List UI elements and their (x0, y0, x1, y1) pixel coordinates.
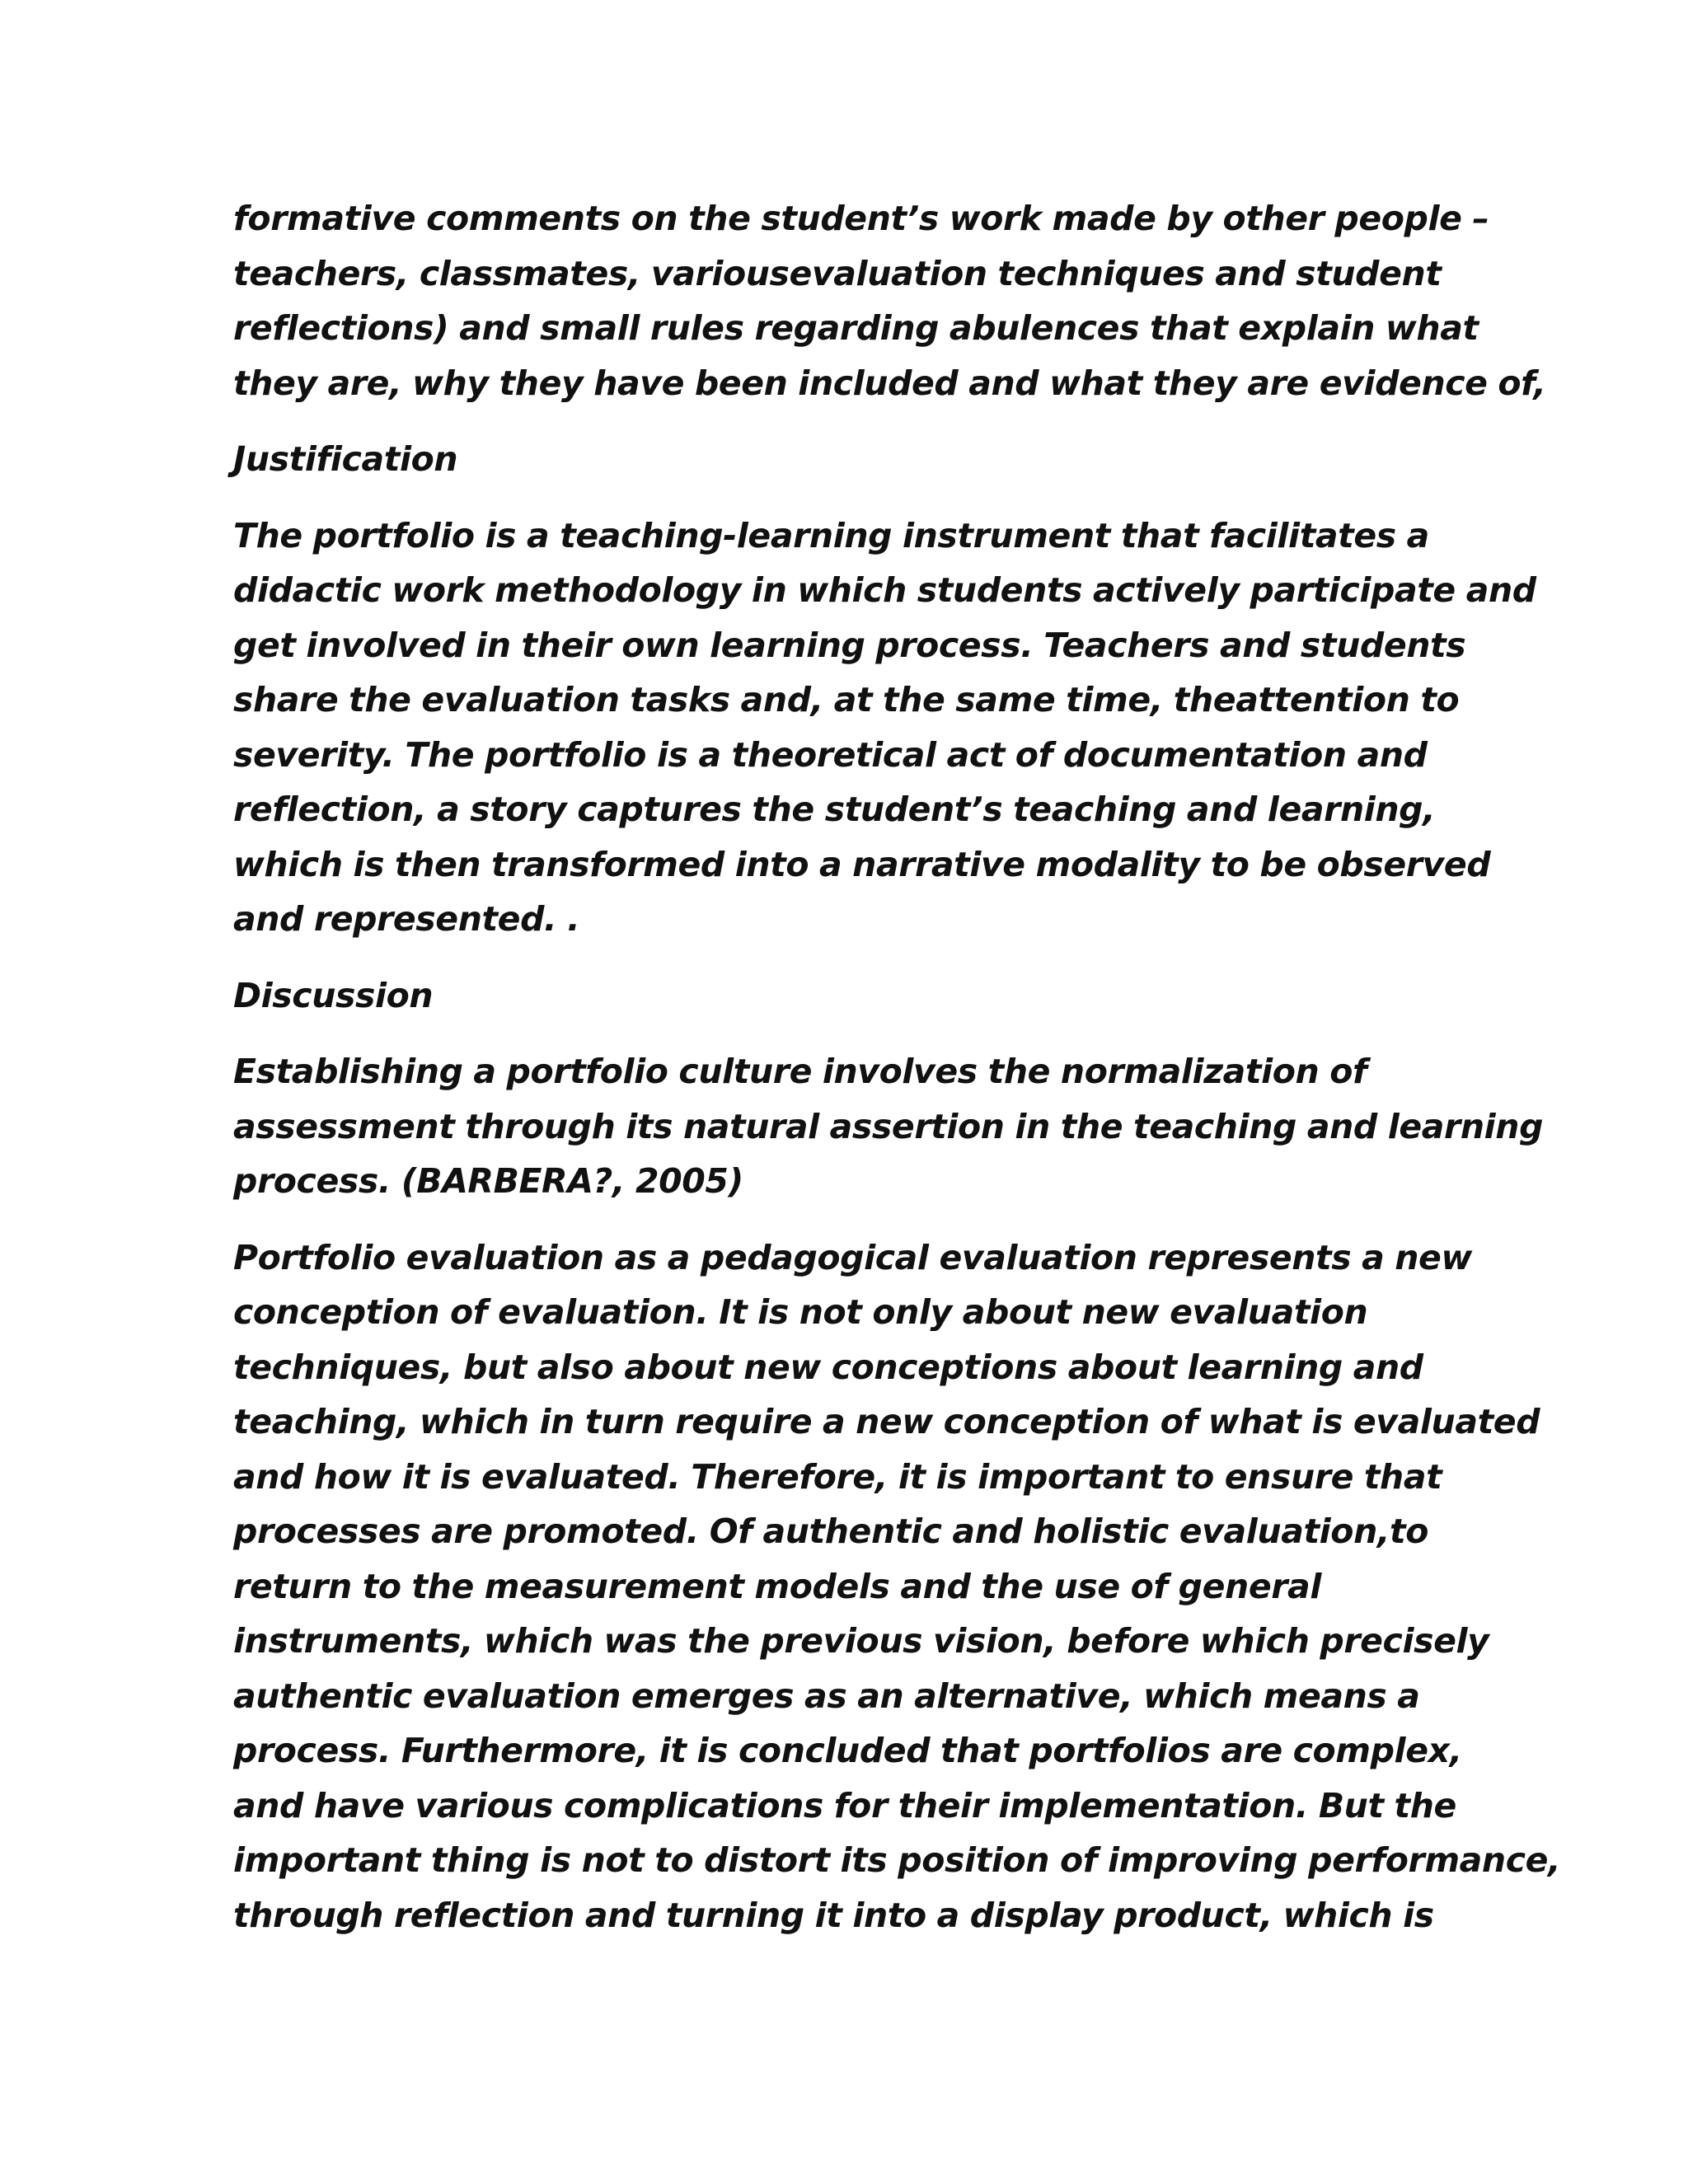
text-line: teachers, classmates, variousevaluation techniques and student (233, 253, 1442, 293)
text-line: through reflection and turning it into a display product, which is (233, 1895, 1434, 1935)
paragraph-spacing (233, 1023, 1470, 1044)
text-line: Portfolio evaluation as a pedagogical evaluation represents a new (233, 1237, 1472, 1277)
justification-heading (233, 432, 1470, 487)
text-line: authentic evaluation emerges as an alternative, which means a (233, 1675, 1420, 1716)
text-line: and how it is evaluated. Therefore, it is important to ensure that (233, 1456, 1442, 1497)
justification-paragraph (233, 509, 1536, 947)
intro-paragraph (233, 191, 1546, 410)
paragraph-spacing (233, 1209, 1470, 1230)
text-line: severity. The portfolio is a theoretical act of documentation and (233, 734, 1428, 775)
text-line: share the evaluation tasks and, at the same time, theattention to (233, 680, 1460, 719)
document-page (233, 191, 1561, 1943)
text-line: didactic work methodology in which students actively participate and (233, 570, 1536, 610)
text-line: reflection, a story captures the student’s teaching and learning, (233, 790, 1436, 829)
text-line: they are, why they have been included and what they are evidence of, (233, 363, 1546, 403)
text-line: formative comments on the student’s work made by other people – (233, 199, 1489, 238)
paragraph-spacing (233, 487, 1470, 509)
text-line: process. Furthermore, it is concluded that portfolios are complex, (233, 1731, 1462, 1770)
text-line: techniques, but also about new conceptions about learning and (233, 1347, 1423, 1387)
text-line: instruments, which was the previous vision, before which precisely (233, 1621, 1489, 1661)
text-line: The portfolio is a teaching-learning instrument that facilitates a (233, 515, 1429, 555)
text-line: Establishing a portfolio culture involves the normalization of (233, 1052, 1367, 1091)
text-line: process. (BARBERA?, 2005) (233, 1161, 743, 1201)
discussion-heading (233, 968, 1470, 1024)
section-heading: Discussion (233, 975, 434, 1015)
text-line: teaching, which in turn require a new conception of what is evaluated (233, 1402, 1540, 1441)
text-line: and have various complications for their implementation. But the (233, 1785, 1456, 1825)
section-heading: Justification (233, 439, 458, 479)
text-line: important thing is not to distort its position of improving performance, (233, 1840, 1561, 1880)
text-line: assessment through its natural assertion in the teaching and learning (233, 1106, 1544, 1146)
text-line: get involved in their own learning process. Teachers and students (233, 625, 1466, 665)
discussion-paragraph-2 (233, 1230, 1561, 1943)
paragraph-spacing (233, 947, 1470, 968)
discussion-paragraph-1 (233, 1044, 1544, 1209)
text-line: return to the measurement models and the use of general (233, 1566, 1321, 1606)
text-line: processes are promoted. Of authentic and holistic evaluation,to (233, 1511, 1429, 1551)
text-line: and represented. . (233, 899, 580, 939)
text-line: reflections) and small rules regarding abulences that explain what (233, 308, 1479, 348)
paragraph-spacing (233, 410, 1470, 432)
text-line: which is then transformed into a narrative modality to be observed (233, 844, 1491, 884)
text-line: conception of evaluation. It is not only about new evaluation (233, 1292, 1368, 1332)
